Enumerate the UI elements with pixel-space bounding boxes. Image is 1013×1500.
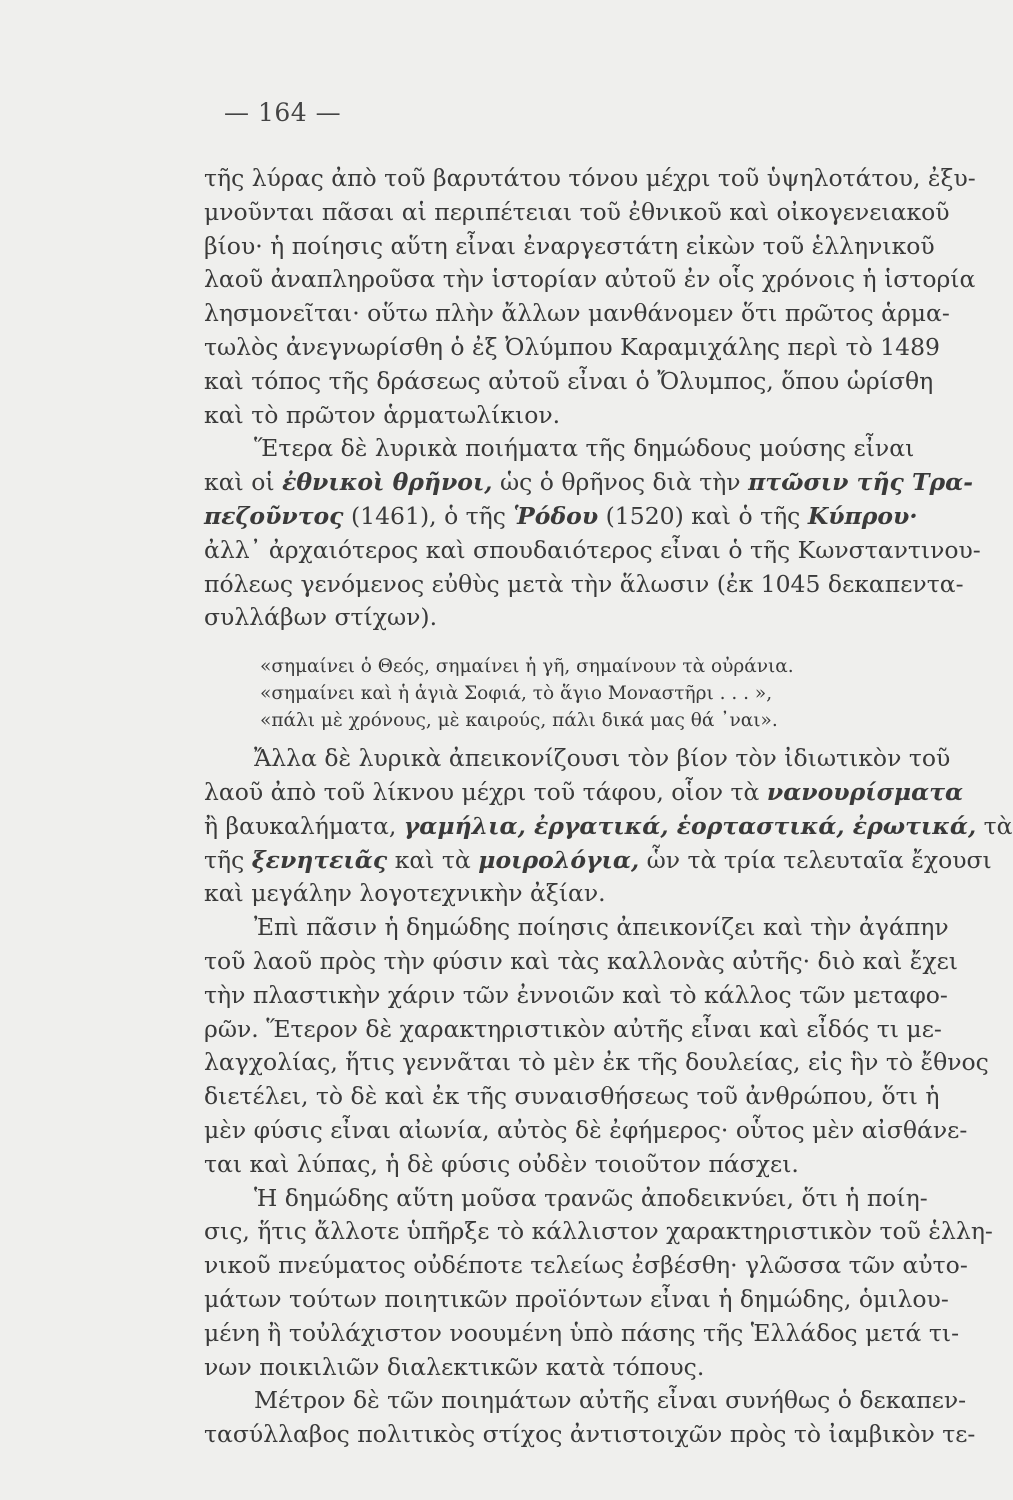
text-line: καὶ τόπος τῆς δράσεως αὐτοῦ εἶναι ὁ Ὄλυμπος, ὅπου ὡρίσθη [204,366,934,395]
page-number: — 164 — [224,98,342,127]
verse-line: «σημαίνει ὁ Θεός, σημαίνει ἡ γῆ, σημαίνουν τὰ οὐράνια. [260,656,794,678]
text-line [204,466,973,500]
emphasis-dirges: μοιρολόγια, [478,845,640,874]
text-line: ται καὶ λύπας, ἡ δὲ φύσις οὐδὲν τοιοῦτον πάσχει. [204,1149,799,1178]
text-line: λαοῦ ἀναπληροῦσα τὴν ἱστορίαν αὐτοῦ ἐν οἷς χρόνοις ἡ ἱστορία [204,265,976,294]
text-run: τῆς [204,845,245,874]
text-line: σις, ἥτις ἄλλοτε ὑπῆρξε τὸ κάλλιστον χαρακτηριστικὸν τοῦ ἑλλη- [204,1217,993,1246]
text-line: μένη ἢ τοὐλάχιστον νοουμένη ὑπὸ πάσης τῆς Ἑλλάδος μετά τι- [204,1318,960,1347]
text-line: πόλεως γενόμενος εὐθὺς μετὰ τὴν ἅλωσιν (ἐκ 1045 δεκαπεντα- [204,569,964,598]
text-line: τὴν πλαστικὴν χάριν τῶν ἐννοιῶν καὶ τὸ κάλλος τῶν μεταφο- [204,980,948,1009]
text-line: ρῶν. Ἕτερον δὲ χαρακτηριστικὸν αὐτῆς εἶναι καὶ εἶδός τι με- [204,1014,942,1043]
text-line: καὶ τὸ πρῶτον ἁρματωλίκιον. [204,400,561,429]
text-line: Μέτρον δὲ τῶν ποιημάτων αὐτῆς εἶναι συνήθως ὁ δεκαπεν- [254,1386,967,1415]
paragraph-3 [204,742,1013,911]
emphasis-lullabies: νανουρίσματα [766,777,964,806]
text-run: τὰ [983,811,1013,840]
text-line: διετέλει, τὸ δὲ καὶ ἐκ τῆς συναισθήσεως τοῦ ἀνθρώπου, ὅτι ἡ [204,1082,940,1111]
text-run: ἢ βαυκαλήματα, [204,811,397,840]
text-run: καὶ τὰ [394,845,471,874]
text-run: (1461), ὁ τῆς [350,501,506,530]
text-run: λαοῦ ἀπὸ τοῦ λίκνου μέχρι τοῦ τάφου, οἷον τὰ [204,777,760,806]
paragraph-2 [204,432,981,635]
text-line: Ἕτερα δὲ λυρικὰ ποιήματα τῆς δημώδους μούσης εἶναι [254,434,915,463]
text-line: Ἄλλα δὲ λυρικὰ ἀπεικονίζουσι τὸν βίον τὸν ἰδιωτικὸν τοῦ [254,744,951,773]
text-line: νων ποικιλιῶν διαλεκτικῶν κατὰ τόπους. [204,1352,705,1381]
emphasis-fall-of-trebizond: πτῶσιν τῆς Τρα- [748,468,973,497]
text-line: συλλάβων στίχων). [204,603,438,632]
emphasis-rhodes: Ῥόδου [513,501,599,530]
verse-line: «πάλι μὲ χρόνους, μὲ καιρούς, πάλι δικά μας θά ᾽ναι». [260,710,778,732]
text-line: Ἡ δημώδης αὕτη μοῦσα τρανῶς ἀποδεικνύει, ὅτι ἡ ποίη- [254,1183,928,1212]
text-run: καὶ οἱ [204,468,275,497]
verse-quotation [204,635,890,742]
text-line [204,500,918,534]
text-line: ἀλλ᾽ ἀρχαιότερος καὶ σπουδαιότερος εἶναι ὁ τῆς Κωνσταντινου- [204,535,981,564]
emphasis-exile: ξενητειᾶς [251,845,388,874]
emphasis-national-laments: ἐθνικοὶ θρῆνοι, [282,468,493,497]
text-block [204,162,1013,1452]
text-line: νικοῦ πνεύματος οὐδέποτε τελείως ἐσβέσθη· γλῶσσα τῶν αὐτο- [204,1251,968,1280]
text-line: μὲν φύσις εἶναι αἰωνία, αὐτὸς δὲ ἐφήμερος· οὗτος μὲν αἰσθάνε- [204,1115,968,1144]
text-line [204,810,1013,844]
text-line: Ἐπὶ πᾶσιν ἡ δημώδης ποίησις ἀπεικονίζει καὶ τὴν ἀγάπην [254,913,949,942]
text-line: τωλὸς ἀνεγνωρίσθη ὁ ἐξ Ὀλύμπου Καραμιχάλης περὶ τὸ 1489 [204,332,940,361]
text-line: λησμονεῖται· οὕτω πλὴν ἄλλων μανθάνομεν ὅτι πρῶτος ἁρμα- [204,299,950,328]
text-line: βίου· ἡ ποίησις αὕτη εἶναι ἐναργεστάτη εἰκὼν τοῦ ἑλληνικοῦ [204,231,935,260]
text-line: μάτων τούτων ποιητικῶν προϊόντων εἶναι ἡ δημώδης, ὁμιλου- [204,1284,949,1313]
text-line [204,844,992,878]
text-line: μνοῦνται πᾶσαι αἱ περιπέτειαι τοῦ ἐθνικοῦ καὶ οἰκογενειακοῦ [204,197,950,226]
paragraph-4 [204,911,989,1181]
paragraph-6 [204,1384,976,1452]
paragraph-1 [204,162,976,432]
text-line: καὶ μεγάλην λογοτεχνικὴν ἀξίαν. [204,879,606,908]
emphasis-cyprus: Κύπρου· [807,501,918,530]
text-line: τῆς λύρας ἀπὸ τοῦ βαρυτάτου τόνου μέχρι τοῦ ὑψηλοτάτου, ἐξυ- [204,164,976,192]
text-line: τοῦ λαοῦ πρὸς τὴν φύσιν καὶ τὰς καλλονὰς αὐτῆς· διὸ καὶ ἔχει [204,946,959,975]
text-run: ὧν τὰ τρία τελευταῖα ἔχουσι [646,845,992,874]
paragraph-5 [204,1182,993,1385]
emphasis-trebizond: πεζοῦντος [204,501,344,530]
text-line: τασύλλαβος πολιτικὸς στίχος ἀντιστοιχῶν πρὸς τὸ ἰαμβικὸν τε- [204,1420,976,1449]
emphasis-song-types: γαμήλια, ἐργατικά, ἑορταστικά, ἐρωτικά, [403,811,977,840]
text-run: ὡς ὁ θρῆνος διὰ τὴν [499,468,741,497]
text-run: (1520) καὶ ὁ τῆς [605,501,801,530]
text-line [204,776,964,810]
verse-line: «σημαίνει καὶ ἡ ἁγιὰ Σοφιά, τὸ ἅγιο Μοναστῆρι . . . », [260,683,773,705]
text-line: λαγχολίας, ἥτις γεννᾶται τὸ μὲν ἐκ τῆς δουλείας, εἰς ἣν τὸ ἔθνος [204,1048,989,1077]
